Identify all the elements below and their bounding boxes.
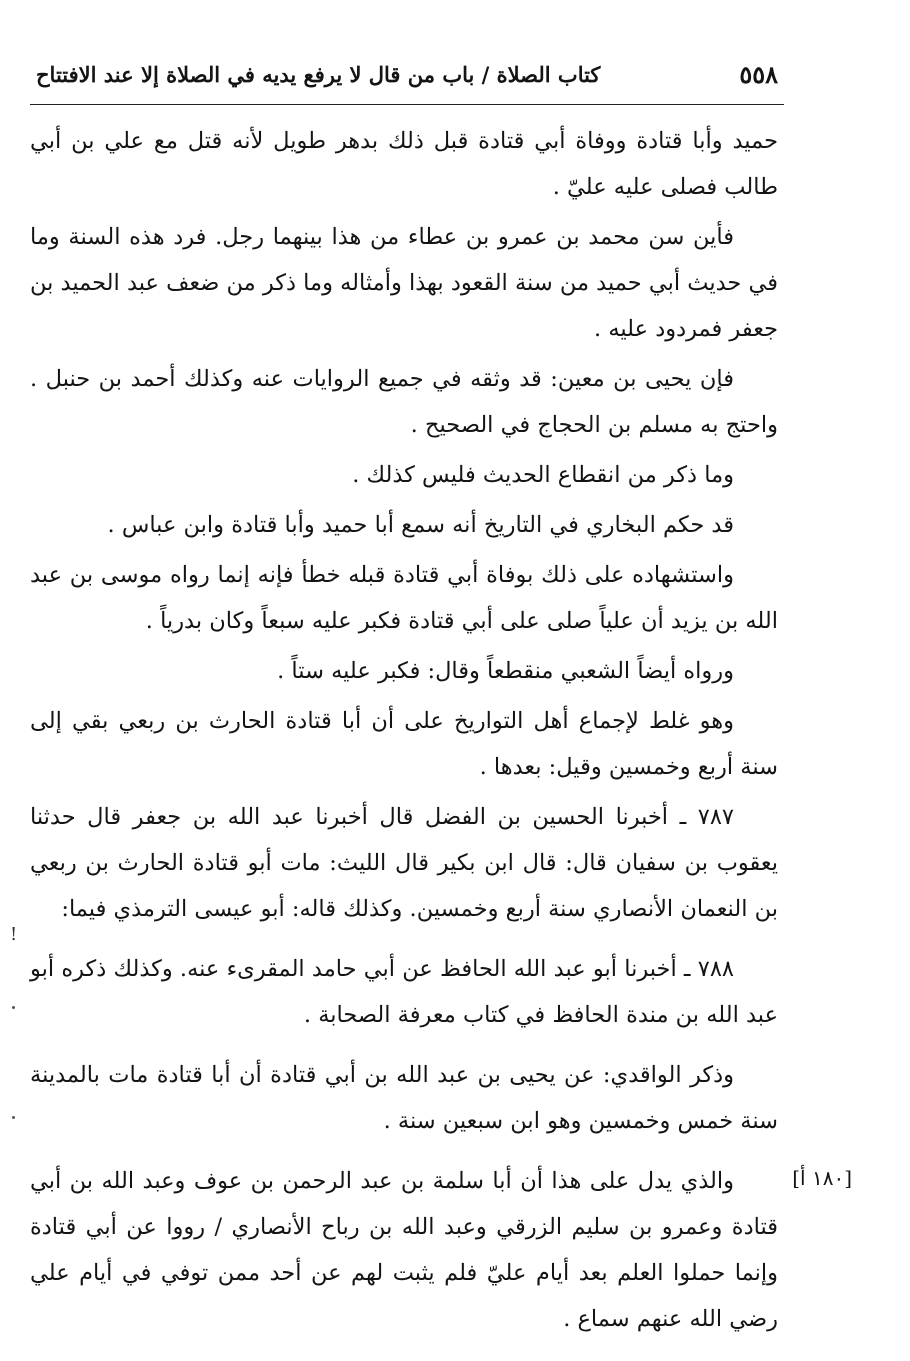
paragraph-7: ورواه أيضاً الشعبي منقطعاً وقال: فكبر عليه ستاً . — [277, 658, 734, 684]
paragraph-8: وهو غلط لإجماع أهل التواريخ على أن أبا قتادة الحارث بن ربعي بقي إلى سنة أربع وخمسين وقيل: بعدها . — [30, 708, 778, 780]
header-rule — [30, 104, 784, 105]
paragraph-2: فأين سن محمد بن عمرو بن عطاء من هذا بينهما رجل. فرد هذه السنة وما في حديث أبي حميد من سنة القعود بهذا وأمثاله وما ذكر من ضعف عبد الحميد بن جعفر فمردود عليه . — [30, 224, 778, 342]
page-header — [36, 60, 778, 100]
paragraph-5: قد حكم البخاري في التاريخ أنه سمع أبا حميد وأبا قتادة وابن عباس . — [107, 512, 734, 538]
edge-mark: ! — [10, 924, 18, 945]
scan-speck — [12, 1006, 15, 1009]
paragraph-3: فإن يحيى بن معين: قد وثقه في جميع الروايات عنه وكذلك أحمد بن حنبل . واحتج به مسلم بن الحجاج في الصحيح . — [30, 366, 778, 438]
scan-speck — [12, 1116, 15, 1119]
paragraph-waqidi: وذكر الواقدي: عن يحيى بن عبد الله بن أبي قتادة أن أبا قتادة مات بالمدينة سنة خمس وخمسين وهو ابن سبعين سنة . — [30, 1062, 778, 1134]
paragraph-4: وما ذكر من انقطاع الحديث فليس كذلك . — [352, 462, 734, 488]
paragraph-final: والذي يدل على هذا أن أبا سلمة بن عبد الرحمن بن عوف وعبد الله بن أبي قتادة وعمرو بن سليم الزرقي وعبد الله بن رباح الأنصاري / رووا عن أبي قتادة وإنما حملوا العلم بعد أيام عليّ فلم يثبت لهم عن أحد ممن توفي في أيام علي رضي الله عنهم سماع . — [30, 1168, 778, 1332]
running-title: كتاب الصلاة / باب من قال لا يرفع يديه في الصلاة إلا عند الافتتاح — [36, 62, 601, 87]
page-number: ٥٥٨ — [739, 60, 778, 89]
body-text — [30, 118, 778, 1346]
hadith-787: ٧٨٧ ـ أخبرنا الحسين بن الفضل قال أخبرنا عبد الله بن جعفر قال حدثنا يعقوب بن سفيان قال: قال ابن بكير قال الليث: مات أبو قتادة الحارث بن ربعي بن النعمان الأنصاري سنة أربع وخمسين. وكذلك قاله: أبو عيسى الترمذي فيما: — [30, 804, 778, 922]
paragraph-6: واستشهاده على ذلك بوفاة أبي قتادة قبله خطأ فإنه إنما رواه موسى بن عبد الله بن يزيد أن علياً صلى على أبي قتادة فكبر عليه سبعاً وكان بدرياً . — [30, 562, 778, 634]
manuscript-folio-note: [١٨٠ أ] — [792, 1166, 852, 1190]
paragraph-1: حميد وأبا قتادة ووفاة أبي قتادة قبل ذلك بدهر طويل لأنه قتل مع علي بن أبي طالب فصلى عليه عليّ . — [30, 128, 778, 200]
hadith-788: ٧٨٨ ـ أخبرنا أبو عبد الله الحافظ عن أبي حامد المقرىء عنه. وكذلك ذكره أبو عبد الله بن مندة الحافظ في كتاب معرفة الصحابة . — [30, 956, 778, 1028]
